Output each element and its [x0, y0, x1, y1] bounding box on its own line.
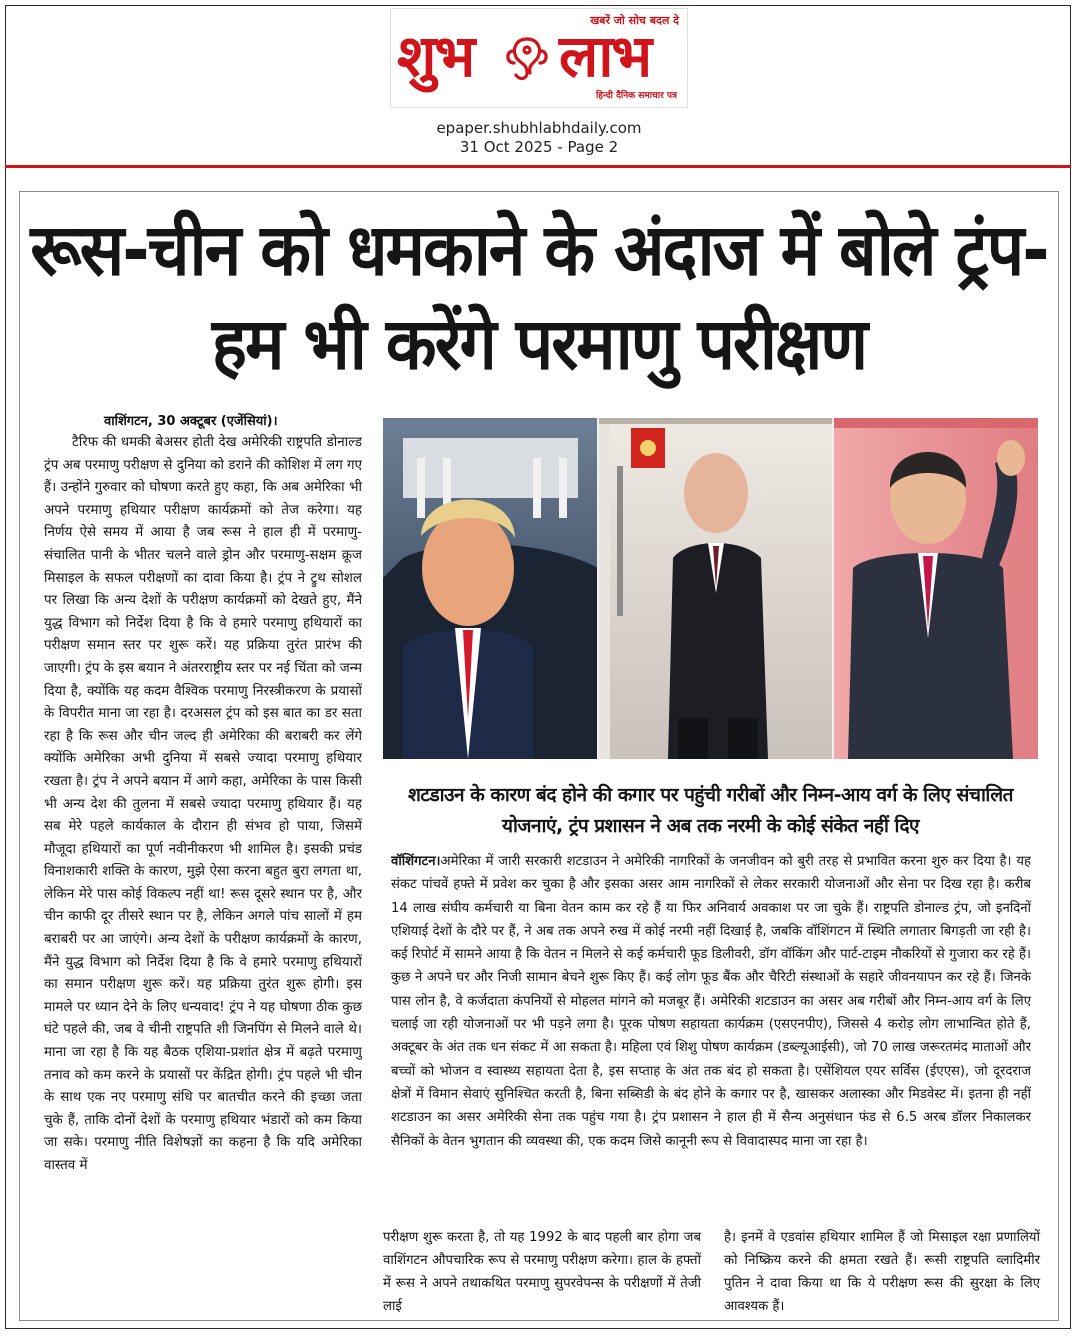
article-body-bottom-right: है। इनमें वे एडवांस हथियार शामिल हैं जो मिसाइल रक्षा प्रणालियों को निष्क्रिय करने की क्षमता रखते हैं। रूसी राष्ट्रपति व्लादिमीर पुतिन ने दावा किया था कि ये परीक्षण रूस की सुरक्षा के लिए आवश्यक हैं। [724, 1230, 1040, 1314]
article-dateline: वाशिंगटन, 30 अक्टूबर (एजेंसियां)। [104, 414, 278, 429]
article-body-bottom-middle: परीक्षण शुरू करता है, तो यह 1992 के बाद पहली बार होगा जब वाशिंगटन औपचारिक रूप से परमाणु परीक्षण करेगा। हाल के हफ्तों में रूस ने अपने तथाकथित परमाणु सुपरवेपन्स के परीक्षणों में तेजी लाई [383, 1230, 701, 1314]
logo-word-right: लाभ [559, 22, 651, 90]
epaper-url[interactable]: epaper.shubhlabhdaily.com [436, 119, 642, 137]
ganesh-emblem-icon [504, 33, 550, 85]
masthead-logo[interactable] [390, 8, 688, 108]
edition-date-page: 31 Oct 2025 - Page 2 [459, 138, 619, 156]
masthead-divider [5, 165, 1071, 168]
masthead-tagline: खबरें जो सोच बदल दे [590, 14, 679, 27]
article-headline: रूस-चीन को धमकाने के अंदाज में बोले ट्रंप- हम भी करेंगे परमाणु परीक्षण [30, 208, 1048, 386]
leaders-photo [383, 418, 1038, 759]
article-body-left-column: टैरिफ की धमकी बेअसर होती देख अमेरिकी राष्ट्रपति डोनाल्ड ट्रंप अब परमाणु परीक्षण से दुनिया को डराने की कोशिश में लग गए हैं। उन्होंने गुरुवार को घोषणा करते हुए कहा, कि अब अमेरिका भी अपने परमाणु हथियार परीक्षण कार्यक्रमों को तेज करेगा। यह निर्णय ऐसे समय में आया है जब रूस ने हाल ही में परमाणु-संचालित पानी के भीतर चलने वाले ड्रोन और परमाणु-सक्षम क्रूज मिसाइल के सफल परीक्षणों का दावा किया है। ट्रंप ने ट्रुथ सोशल पर लिखा कि अन्य देशों के परीक्षण कार्यक्रमों को देखते हुए, मैंने युद्ध विभाग को निर्देश दिया है कि वे हमारे परमाणु हथियारों का परीक्षण समान स्तर पर शुरू करें। यह प्रक्रिया तुरंत प्रारंभ की जाएगी। ट्रंप के इस बयान ने अंतरराष्ट्रीय स्तर पर नई चिंता को जन्म दिया है, क्योंकि यह कदम वैश्विक परमाणु निरस्त्रीकरण के प्रयासों के विपरीत माना जा रहा है। दरअसल ट्रंप को इस बात का डर सता रहा है कि रूस और चीन जल्द ही अमेरिका की बराबरी कर लेंगे क्योंकि अमेरिका अभी दुनिया में सबसे ज्यादा परमाणु हथियार रखता है। ट्रंप ने अपने बयान में आगे कहा, अमेरिका के पास किसी भी अन्य देश की तुलना में सबसे ज्यादा परमाणु हथियार हैं। यह सब मेरे पहले कार्यकाल के दौरान ही संभव हो पाया, जिसमें मौजूदा हथियारों का पूर्ण नवीनीकरण भी शामिल है। इसकी प्रचंड विनाशकारी शक्ति के कारण, मुझे ऐसा करना बहुत बुरा लगता था, लेकिन मेरे पास कोई विकल्प नहीं था! रूस दूसरे स्थान पर है, और चीन काफी दूर तीसरे स्थान पर है, लेकिन अगले पांच सालों में हम बराबरी पर आ जाएंगे। अन्य देशों के परीक्षण कार्यक्रमों के कारण, मैंने युद्ध विभाग को निर्देश दिया है कि वे हमारे परमाणु हथियारों का समान परीक्षण शुरू करें। यह प्रक्रिया तुरंत शुरू होगी। इस मामले पर ध्यान देने के लिए धन्यवाद! ट्रंप ने यह घोषणा ठीक कुछ घंटे पहले की, जब वे चीनी राष्ट्रपति शी जिनपिंग से मिलने वाले थे। माना जा रहा है कि यह बैठक एशिया-प्रशांत क्षेत्र में बढ़ते परमाणु तनाव को कम करने के प्रयासों पर केंद्रित होगी। ट्रंप पहले भी चीन के साथ एक नए परमाणु संधि पर बातचीत करने की इच्छा जता चुके हैं, ताकि दोनों देशों के परमाणु हथियार भंडारों को कम किया जा सके। परमाणु नीति विशेषज्ञों का कहना है कि यदि अमेरिका वास्तव में [44, 435, 362, 1173]
sidebar-story-dateline: वॉशिंगटन। [391, 854, 441, 869]
masthead-subtagline: हिन्दी दैनिक समाचार पत्र [595, 91, 677, 101]
logo-word-left: शुभ [397, 22, 474, 90]
sidebar-story-body [391, 850, 1031, 1218]
sidebar-story-headline: शटडाउन के कारण बंद होने की कगार पर पहुंची गरीबों और निम्न-आय वर्ग के लिए संचालित योजनाएं, ट्रंप प्रशासन ने अब तक नरमी के कोई संकेत नहीं दिए [407, 784, 1014, 837]
sidebar-story-text: अमेरिका में जारी सरकारी शटडाउन ने अमेरिकी नागरिकों के जनजीवन को बुरी तरह से प्रभावित करना शुरु कर दिया है। यह संकट पांचवें हफ्ते में प्रवेश कर चुका है और इसका असर आम नागरिकों से लेकर सरकारी योजनाओं और सेना पर दिख रहा है। करीब 14 लाख संघीय कर्मचारी या बिना वेतन काम कर रहे हैं या फिर अनिवार्य अवकाश पर जा चुके हैं। राष्ट्रपति डोनाल्ड ट्रंप, जो इनदिनों एशियाई देशों के दौरे पर हैं, ने अब तक अपने रुख में कोई नरमी नहीं दिखाई है, जबकि वॉशिंगटन में स्थिति लगातार बिगड़ती जा रही है। कई रिपोर्ट में सामने आया है कि वेतन न मिलने से कई कर्मचारी फूड डिलीवरी, डॉग वॉकिंग और पार्ट-टाइम नौकरियों से गुजारा कर रहे हैं। कुछ ने अपने घर और निजी सामान बेचने शुरू किए हैं। कई लोग फूड बैंक और चैरिटी संस्थाओं के सहारे जीवनयापन कर रहे हैं। जिनके पास लोन है, वे कर्जदाता कंपनियों से मोहलत मांगने को मजबूर हैं। अमेरिकी शटडाउन का असर अब गरीबों और निम्न-आय वर्ग के लिए चलाई जा रही योजनाओं पर भी पड़ने लगा है। पूरक पोषण सहायता कार्यक्रम (एसएनपीए), जिससे 4 करोड़ लोग लाभान्वित होते हैं, अक्टूबर के अंत तक धन संकट में आ सकता है। महिला एवं शिशु पोषण कार्यक्रम (डब्ल्यूआईसी), जो 70 लाख जरूरतमंद माताओं और बच्चों को भोजन व स्वास्थ्य सहायता देता है, इस सप्ताह के अंत तक बंद हो सकता है। एसेंशियल एयर सर्विस (ईएएस), जो दूरदराज क्षेत्रों में विमान सेवाएं सुनिश्चित करती है, बिना सब्सिडी के बंद होने के कगार पर है, खासकर अलास्का और मिडवेस्ट में। इतना ही नहीं शटडाउन का असर अमेरिकी सेना तक पहुंच गया है। ट्रंप प्रशासन ने हाल ही में सैन्य अनुसंधान फंड से 6.5 अरब डॉलर निकालकर सैनिकों के वेतन भुगतान की व्यवस्था की, एक कदम जिसे कानूनी रूप से विवादास्पद माना जा रहा है। [391, 854, 1031, 1149]
